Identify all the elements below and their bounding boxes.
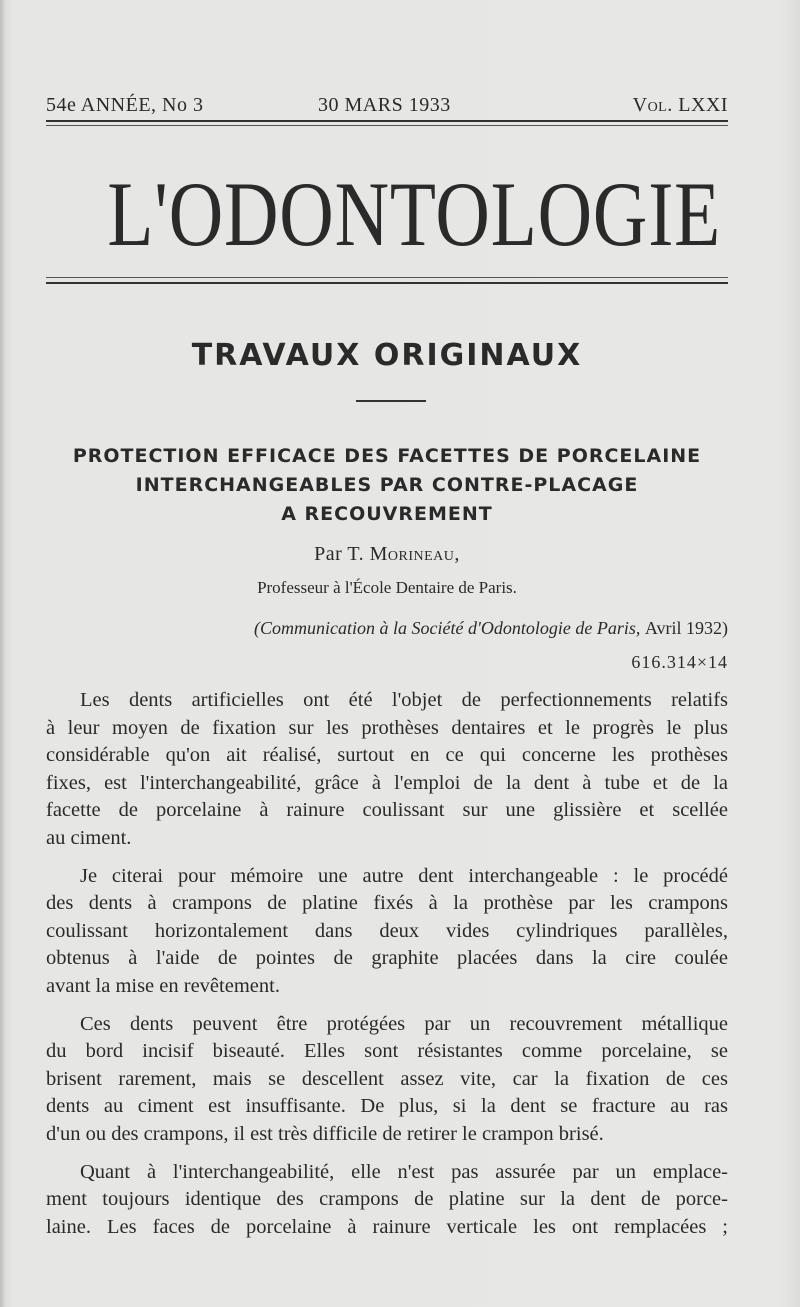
author-name: Morineau,	[369, 543, 460, 565]
article-title	[40, 442, 734, 529]
classification-code: 616.314×14	[631, 652, 728, 672]
volume-number: Vol. LXXI	[632, 94, 728, 116]
text-line: brisent rarement, mais se descellent assez vite, car la fixation de ces	[46, 1067, 728, 1090]
article-title-line: PROTECTION EFFICACE DES FACETTES DE PORCELAINE	[72, 445, 702, 467]
text-line: facette de porcelaine à rainure coulissant sur une glissière et scellée	[46, 799, 728, 822]
text-line: laine. Les faces de porcelaine à rainure verticale les ont remplacées ;	[46, 1215, 728, 1238]
paragraph-1	[46, 687, 728, 853]
header-rule-thin	[46, 125, 728, 126]
text-line: considérable qu'on ait réalisé, surtout en ce qui concerne les prothèses	[46, 744, 728, 767]
text-line: avant la mise en revêtement.	[46, 974, 280, 997]
text-line: du bord incisif biseauté. Elles sont résistantes comme porcelaine, se	[46, 1040, 728, 1063]
text-line: dents au ciment est insuffisante. De plus, si la dent se fracture au ras	[46, 1095, 728, 1118]
author-prefix: Par T.	[314, 543, 365, 565]
journal-title: L'ODONTOLOGIE	[107, 163, 722, 265]
text-line: obtenus à l'aide de pointes de graphite placées dans la cire coulée	[46, 947, 728, 970]
section-divider	[356, 400, 426, 402]
title-rule-thin	[46, 277, 728, 278]
text-line: ment toujours identique des crampons de platine sur la dent de porce-	[46, 1188, 728, 1211]
header-rule-thick	[46, 120, 728, 122]
text-line: d'un ou des crampons, il est très difficile de retirer le crampon brisé.	[46, 1122, 604, 1145]
paragraph-4	[46, 1159, 728, 1242]
text-line: à leur moyen de fixation sur les prothèses dentaires et le progrès le plus	[46, 716, 728, 739]
text-line: coulissant horizontalement dans deux vides cylindriques parallèles,	[46, 919, 728, 942]
text-line: des dents à crampons de platine fixés à la prothèse par les crampons	[46, 892, 728, 915]
issue-date: 30 MARS 1933	[318, 94, 451, 116]
author-line	[46, 543, 728, 566]
paragraph-3	[46, 1011, 728, 1149]
author-affiliation: Professeur à l'École Dentaire de Paris.	[257, 578, 517, 597]
page-edge-shadow	[0, 0, 6, 1307]
communication-date: Avril 1932)	[644, 618, 728, 638]
title-rule-thick	[46, 282, 728, 284]
text-line: fixes, est l'interchangeabilité, grâce à l'emploi de la dent à tube et de la	[46, 771, 728, 794]
text-line: Quant à l'interchangeabilité, elle n'est pas assurée par un emplace-	[80, 1160, 728, 1183]
section-title: TRAVAUX ORIGINAUX	[191, 338, 583, 373]
article-title-line: INTERCHANGEABLES PAR CONTRE-PLACAGE	[135, 474, 639, 496]
article-title-line: A RECOUVREMENT	[281, 503, 493, 525]
communication-venue: (Communication à la Société d'Odontologie de Paris,	[254, 618, 641, 638]
issue-number: 54e ANNÉE, No 3	[46, 94, 204, 116]
text-line: Je citerai pour mémoire une autre dent interchangeable : le procédé	[80, 864, 728, 887]
paragraph-2	[46, 863, 728, 1001]
text-line: au ciment.	[46, 826, 132, 849]
text-line: Les dents artificielles ont été l'objet de perfectionnements relatifs	[80, 689, 728, 711]
text-line: Ces dents peuvent être protégées par un recouvrement métallique	[80, 1012, 728, 1035]
article-body	[46, 687, 728, 1251]
communication-note	[46, 618, 728, 639]
